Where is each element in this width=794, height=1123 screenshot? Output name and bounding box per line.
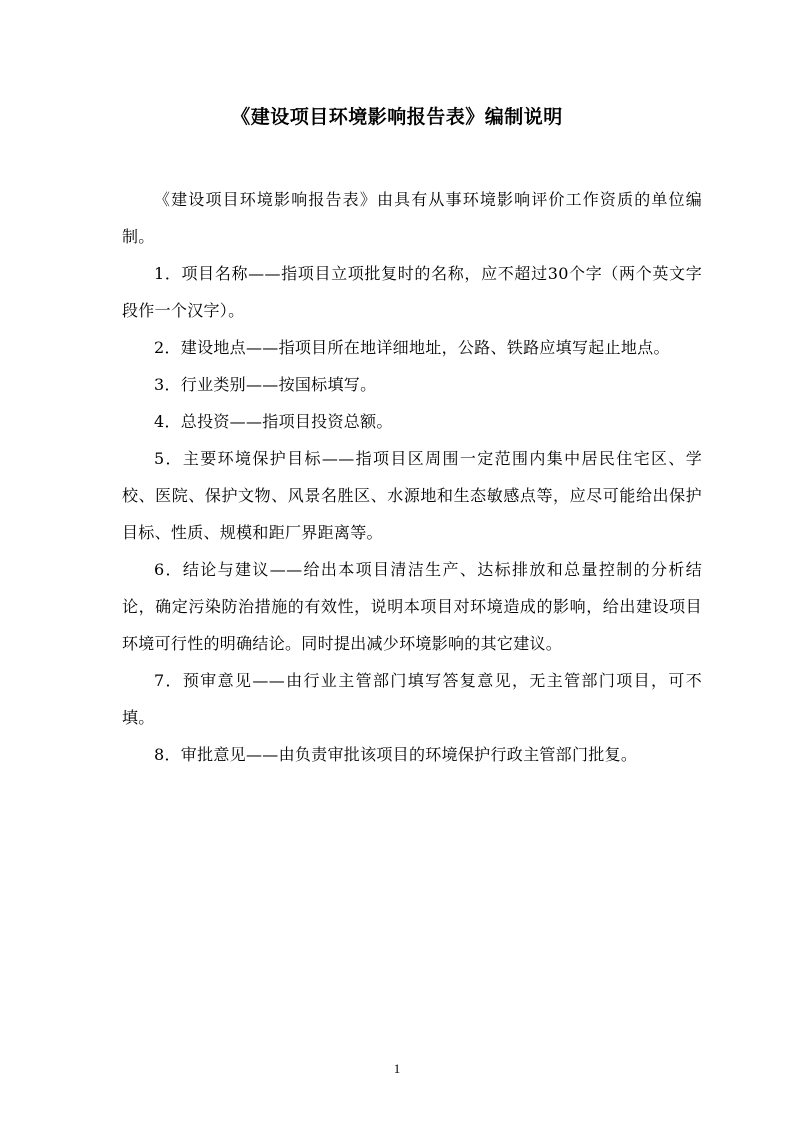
item-construction-location: 2．建设地点——指项目所在地详细地址，公路、铁路应填写起止地点。 [154, 338, 670, 357]
item-total-investment: 4．总投资——指项目投资总额。 [154, 412, 393, 431]
item-approval-opinion: 8．审批意见——由负责审批该项目的环境保护行政主管部门批复。 [154, 745, 638, 764]
intro-paragraph: 《建设项目环境影响报告表》由具有从事环境影响评价工作资质的单位编制。 [122, 190, 702, 246]
document-title: 《建设项目环境影响报告表》编制说明 [231, 106, 563, 128]
page-number: 1 [393, 1061, 401, 1076]
item-project-name: 1．项目名称——指项目立项批复时的名称，应不超过30个字（两个英文字段作一个汉字）。 [122, 264, 702, 320]
item-conclusion-suggestions: 6．结论与建议——给出本项目清洁生产、达标排放和总量控制的分析结论，确定污染防治措施的有效性，说明本项目对环境造成的影响，给出建设项目环境可行性的明确结论。同时提出减少环境影响的其它建议。 [122, 560, 702, 653]
document-body [122, 181, 702, 773]
item-environmental-targets: 5．主要环境保护目标——指项目区周围一定范围内集中居民住宅区、学校、医院、保护文物、风景名胜区、水源地和生态敏感点等，应尽可能给出保护目标、性质、规模和距厂界距离等。 [122, 449, 702, 542]
item-industry-category: 3．行业类别——按国标填写。 [154, 375, 377, 394]
item-preliminary-review: 7．预审意见——由行业主管部门填写答复意见，无主管部门项目，可不填。 [122, 671, 702, 727]
